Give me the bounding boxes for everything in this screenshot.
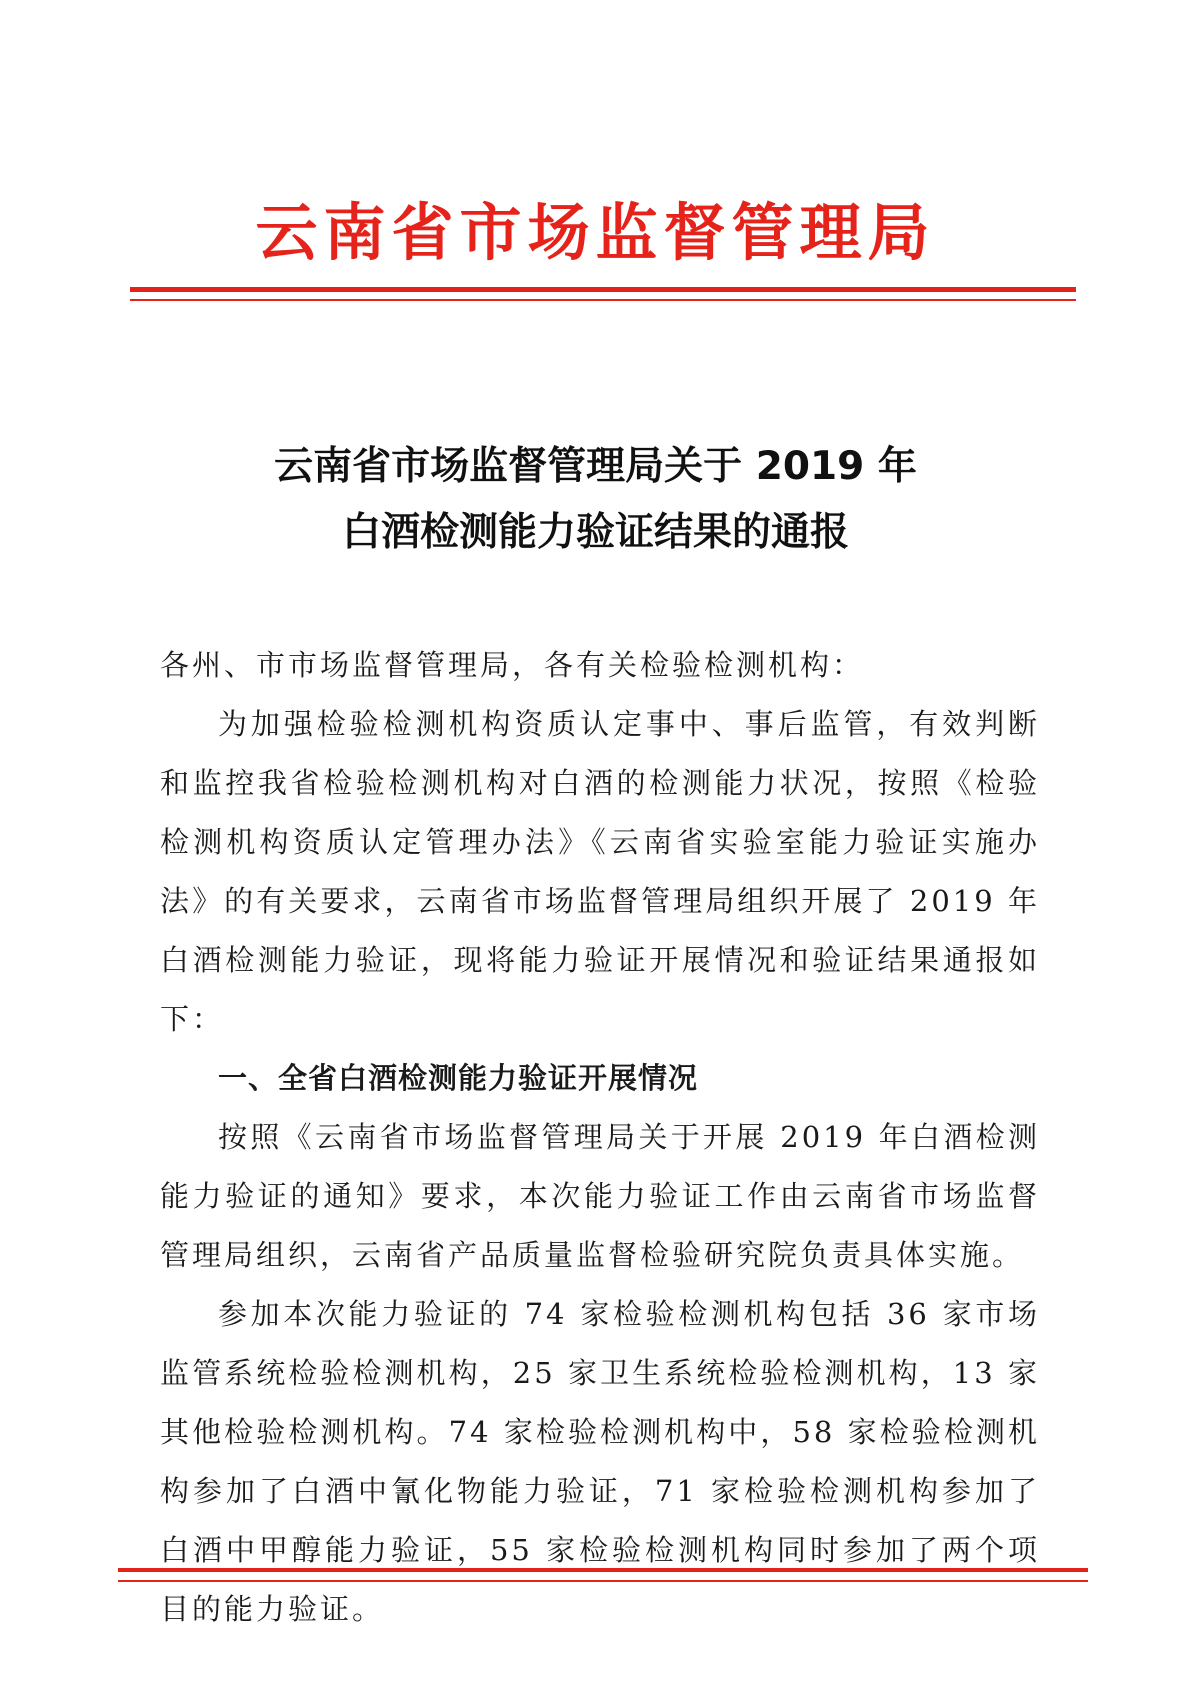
paragraph-organization: 按照《云南省市场监督管理局关于开展 2019 年白酒检测能力验证的通知》要求，本次能力验证工作由云南省市场监督管理局组织，云南省产品质量监督检验研究院负责具体实施。 [160,1120,1040,1272]
footer-rule-thin [118,1580,1088,1582]
agency-masthead: 云南省市场监督管理局 [255,196,936,269]
masthead-rule-thin [130,299,1076,301]
document-title-line-1: 云南省市场监督管理局关于 2019 年 [274,444,917,489]
document-title-line-2: 白酒检测能力验证结果的通报 [341,510,849,555]
document-body [160,636,1040,1639]
masthead-rule-thick [130,287,1076,292]
document-title [0,434,1191,566]
salutation: 各州、市市场监督管理局，各有关检验检测机构： [160,648,865,682]
footer-rule-thick [118,1568,1088,1572]
paragraph-intro: 为加强检验检测机构资质认定事中、事后监管，有效判断和监控我省检验检测机构对白酒的检测能力状况，按照《检验检测机构资质认定管理办法》《云南省实验室能力验证实施办法》的有关要求，云南省市场监督管理局组织开展了 2019 年白酒检测能力验证，现将能力验证开展情况和验证结果通报如下： [160,707,1040,1036]
section-heading-1: 一、全省白酒检测能力验证开展情况 [218,1061,699,1095]
paragraph-participants: 参加本次能力验证的 74 家检验检测机构包括 36 家市场监管系统检验检测机构，25 家卫生系统检验检测机构，13 家其他检验检测机构。74 家检验检测机构中，58 家检验检测机构参加了白酒中氰化物能力验证，71 家检验检测机构参加了白酒中甲醇能力验证，55 家检验检测机构同时参加了两个项目的能力验证。 [160,1297,1040,1626]
